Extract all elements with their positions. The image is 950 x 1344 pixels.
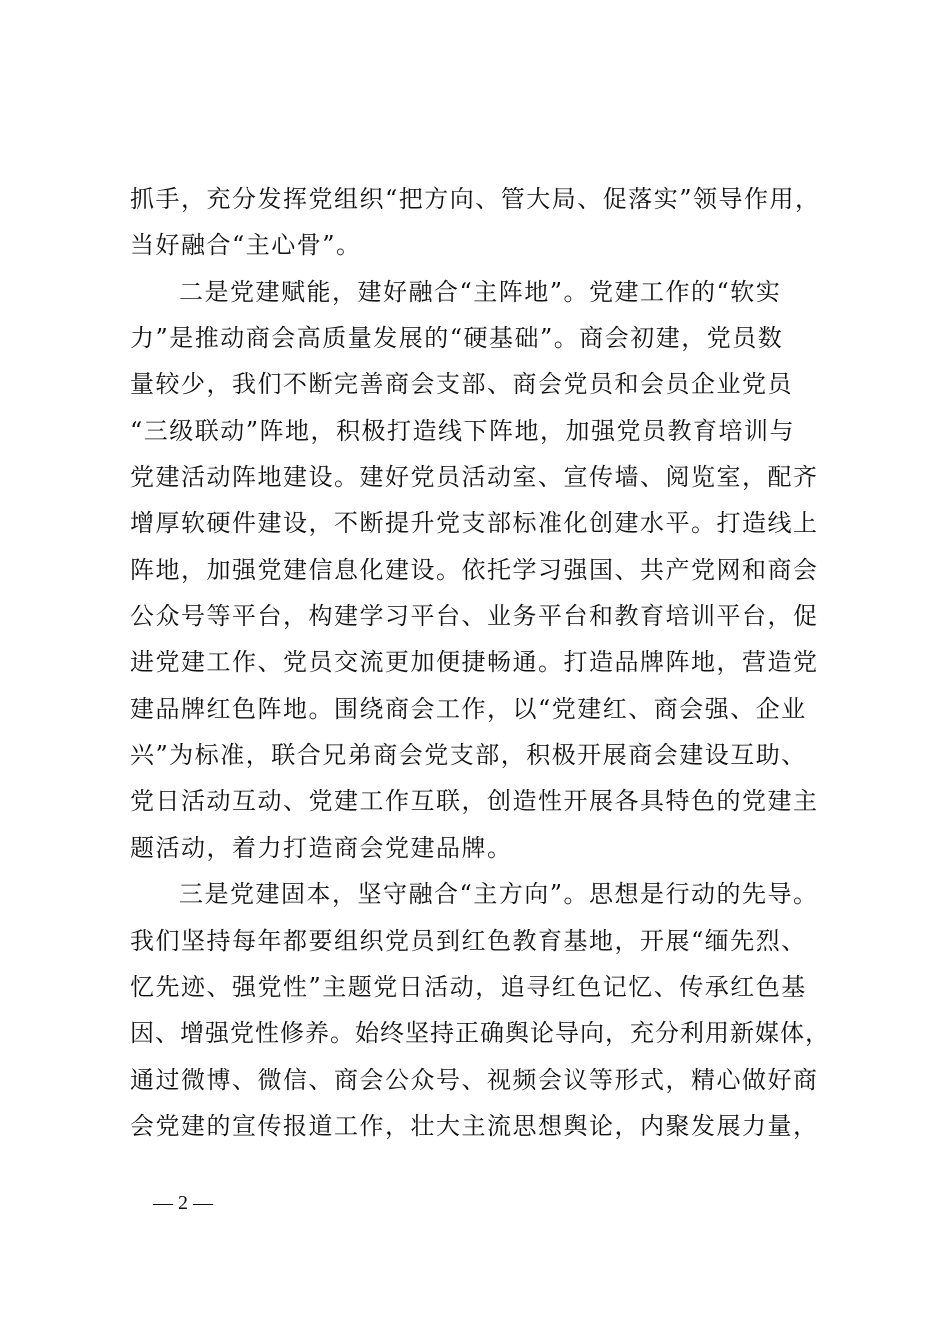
body-text [130, 176, 830, 1149]
text-line: 通过微博、微信、商会公众号、视频会议等形式，精心做好商 [130, 1065, 819, 1094]
text-line: 忆先迹、强党性”主题党日活动，追寻红色记忆、传承红色基 [130, 972, 807, 1001]
text-line: 增厚软硬件建设，不断提升党支部标准化创建水平。打造线上 [130, 509, 819, 538]
text-line: 党建活动阵地建设。建好党员活动室、宣传墙、阅览室，配齐 [130, 463, 819, 492]
text-line: 因、增强党性修养。始终坚持正确舆论导向，充分利用新媒体， [130, 1019, 830, 1048]
text-line: “三级联动”阵地，积极打造线下阵地，加强党员教育培训与 [130, 416, 796, 445]
text-line: 公众号等平台，构建学习平台、业务平台和教育培训平台，促 [130, 602, 819, 631]
text-line: 我们坚持每年都要组织党员到红色教育基地，开展“缅先烈、 [130, 926, 807, 955]
text-line: 阵地，加强党建信息化建设。依托学习强国、共产党网和商会 [130, 555, 819, 584]
text-line: 会党建的宣传报道工作，壮大主流思想舆论，内聚发展力量， [130, 1111, 819, 1140]
text-line: 量较少，我们不断完善商会支部、商会党员和会员企业党员 [130, 370, 793, 399]
paragraph-start-line: 三是党建固本，坚守融合“主方向”。思想是行动的先导。 [179, 880, 819, 909]
text-line: 力”是推动商会高质量发展的“硬基础”。商会初建，党员数 [130, 324, 784, 353]
text-line: 建品牌红色阵地。围绕商会工作，以“党建红、商会强、企业 [130, 694, 807, 723]
text-line: 进党建工作、党员交流更加便捷畅通。打造品牌阵地，营造党 [130, 648, 819, 677]
text-line: 党日活动互动、党建工作互联，创造性开展各具特色的党建主 [130, 787, 819, 816]
paragraph-start-line: 二是党建赋能，建好融合“主阵地”。党建工作的“软实 [179, 277, 782, 306]
text-line: 题活动，着力打造商会党建品牌。 [130, 833, 513, 862]
text-line: 当好融合“主心骨”。 [130, 231, 362, 260]
page-number: — 2 — [153, 1192, 213, 1214]
text-line: 兴”为标准，联合兄弟商会党支部，积极开展商会建设互助、 [130, 741, 807, 770]
text-line: 抓手，充分发挥党组织“把方向、管大局、促落实”领导作用， [130, 185, 821, 213]
